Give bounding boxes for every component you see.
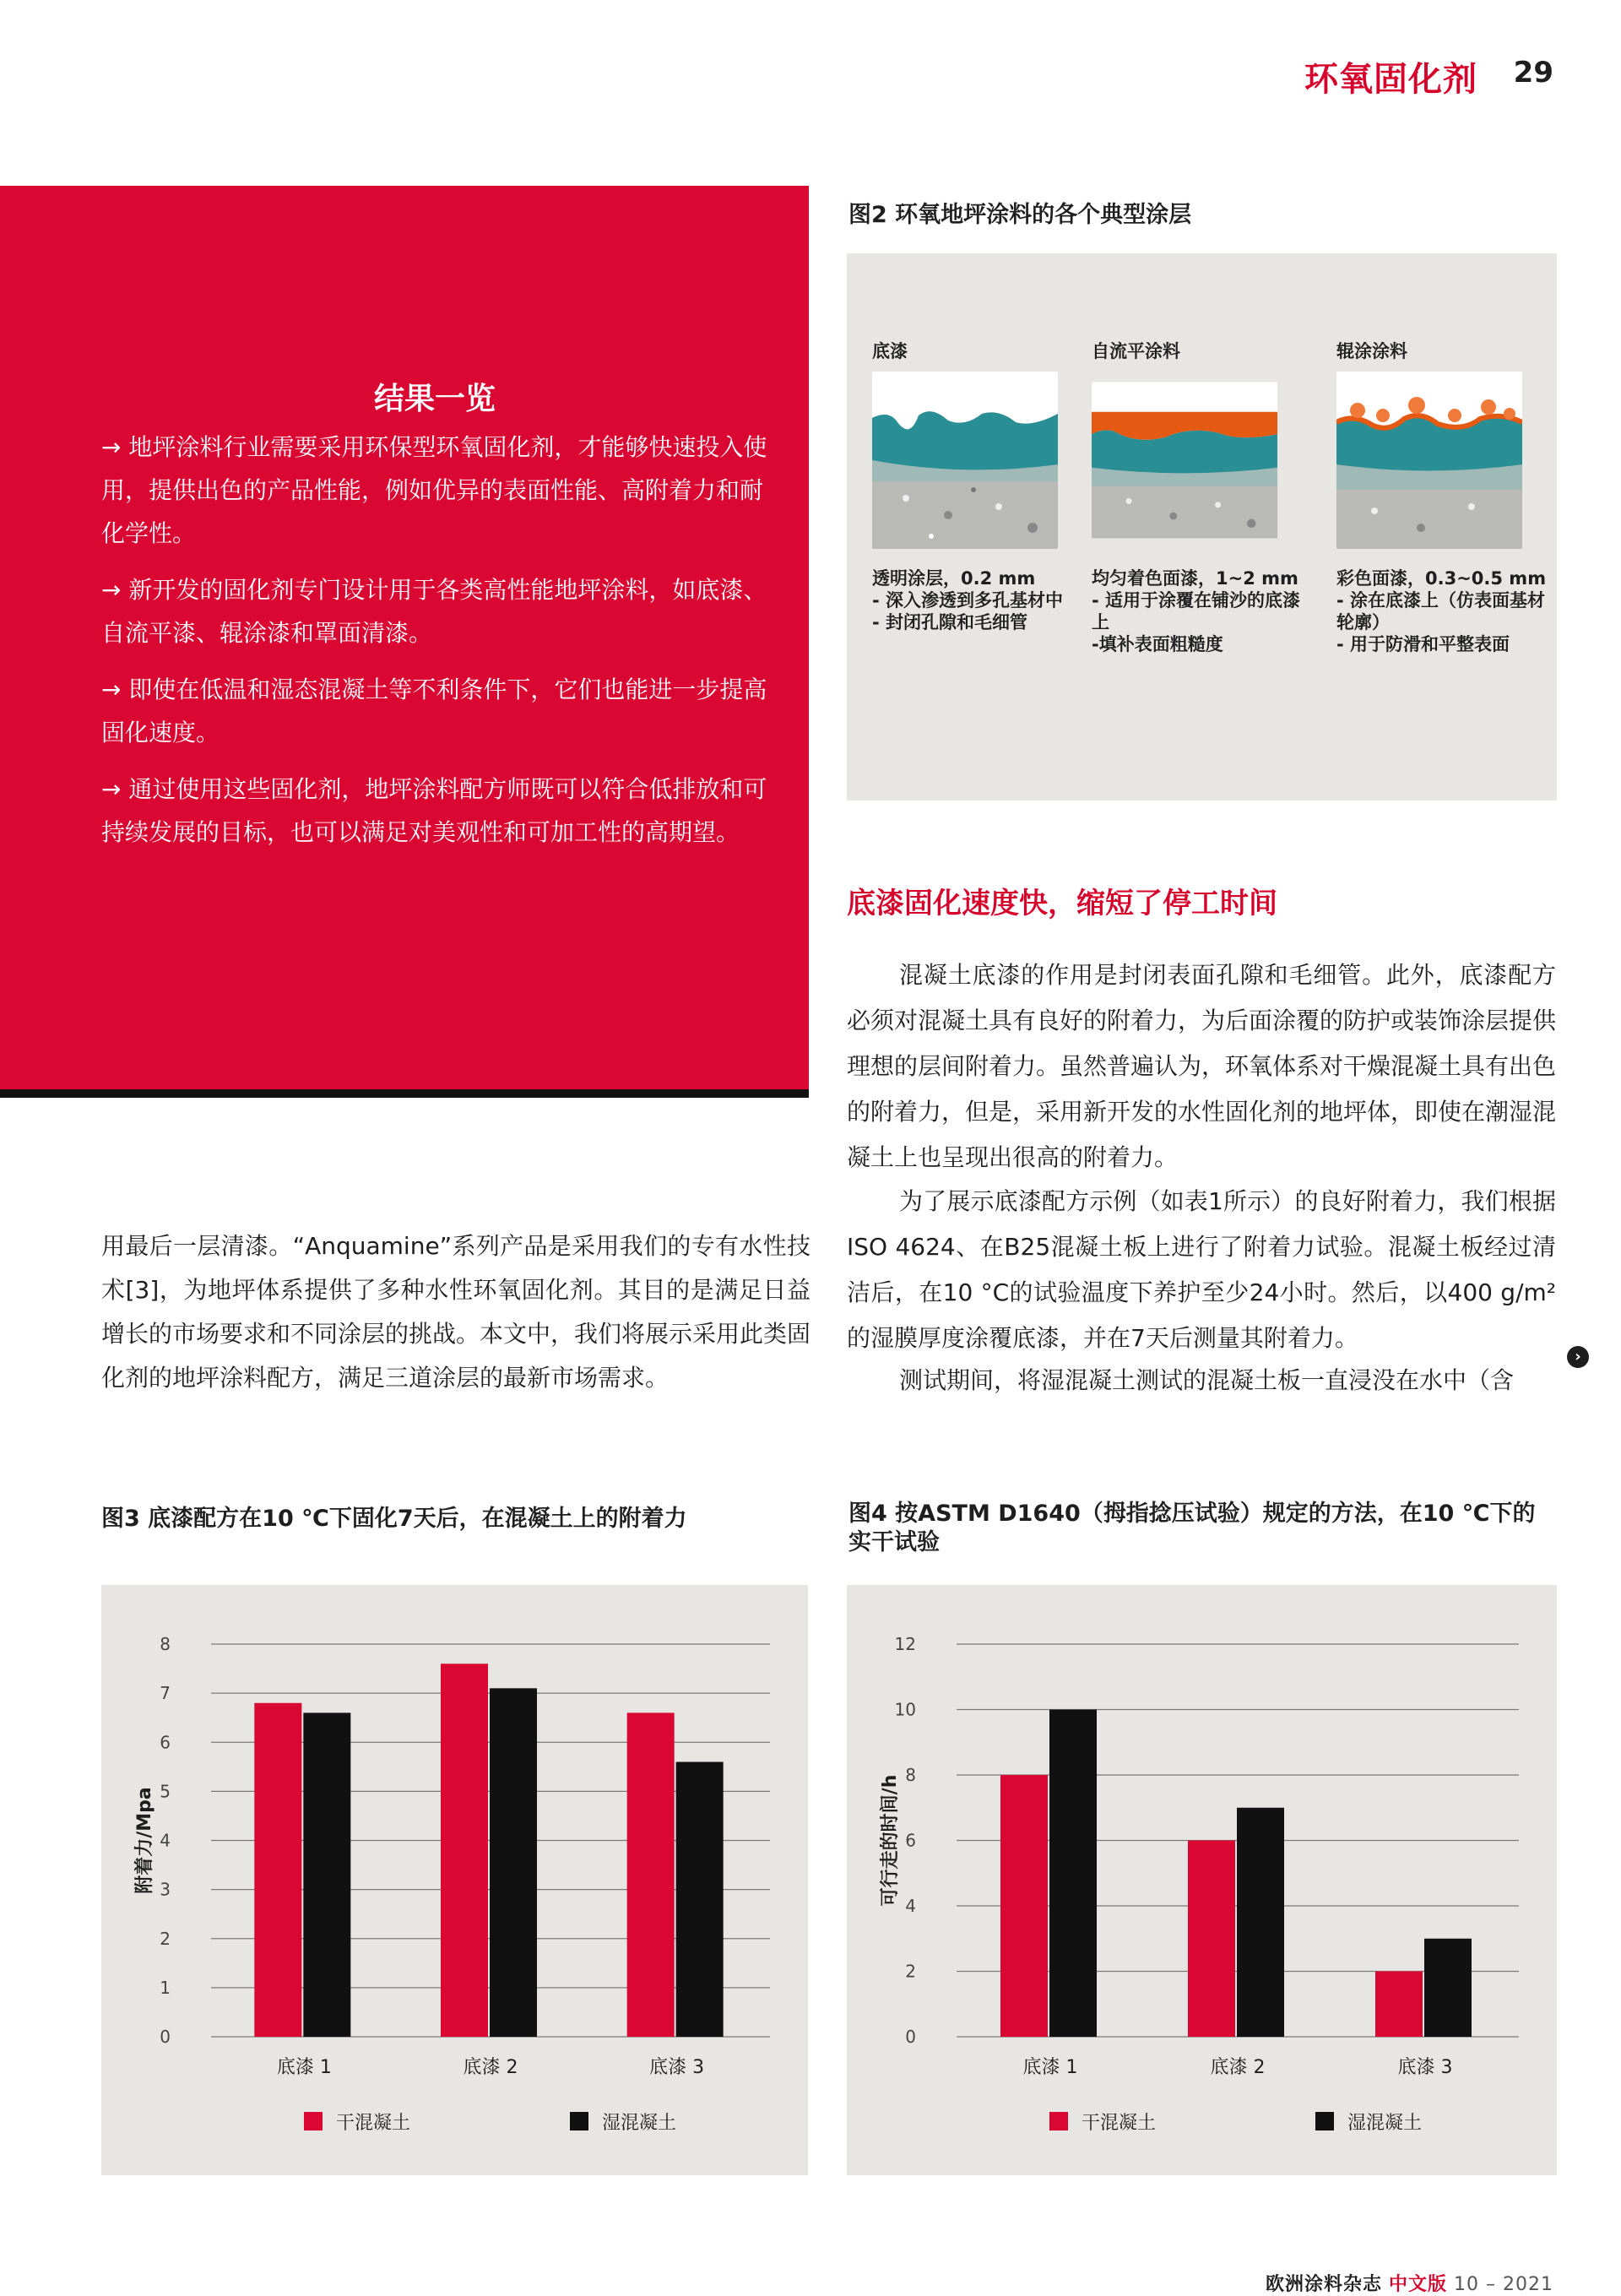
footer-magazine: 欧洲涂料杂志	[1266, 2274, 1383, 2295]
y-axis-label: 可行走的时间/h	[880, 1774, 901, 1907]
y-tick-label: 6	[905, 1830, 916, 1851]
legend-label: 湿混凝土	[602, 2113, 677, 2134]
bar	[627, 1713, 675, 2037]
roll-coat-cross-section-image	[1336, 372, 1522, 549]
continue-arrow-icon: ›	[1567, 1346, 1589, 1368]
bar	[490, 1688, 537, 2037]
y-tick-label: 4	[905, 1896, 916, 1916]
bar	[441, 1664, 488, 2037]
bar	[1049, 1710, 1097, 2038]
self-leveling-cross-section-image	[1092, 372, 1277, 549]
figure3-title: 图3 底漆配方在10 ℃下固化7天后，在混凝土上的附着力	[101, 1506, 687, 1532]
bar	[1000, 1775, 1048, 2037]
bar	[1237, 1808, 1284, 2037]
x-category-label: 底漆 3	[649, 2057, 705, 2078]
bar	[1375, 1972, 1423, 2038]
x-category-label: 底漆 2	[1210, 2057, 1266, 2078]
y-tick-label: 0	[905, 2027, 916, 2047]
x-category-label: 底漆 1	[276, 2057, 332, 2078]
left-column-paragraph: 用最后一层清漆。“Anquamine”系列产品是采用我们的专有水性技术[3]，为地坪体系提供了多种水性环氧固化剂。其目的是满足日益增长的市场要求和不同涂层的挑战。本文中，我们将展示采用此类固化剂的地坪涂料配方，满足三道涂层的最新市场需求。	[101, 1232, 811, 1392]
legend-swatch	[304, 2112, 323, 2130]
legend-swatch	[1049, 2112, 1068, 2130]
legend-label: 湿混凝土	[1347, 2113, 1423, 2134]
y-tick-label: 8	[905, 1765, 916, 1785]
y-tick-label: 2	[160, 1928, 171, 1949]
y-tick-label: 4	[160, 1830, 171, 1851]
section-heading: 底漆固化速度快，缩短了停工时间	[847, 887, 1277, 920]
x-category-label: 底漆 2	[463, 2057, 518, 2078]
page-number: 29	[1513, 56, 1553, 90]
y-tick-label: 10	[894, 1699, 916, 1720]
figure4-chart-panel	[847, 1585, 1557, 2175]
figure3-chart-panel	[101, 1585, 808, 2175]
bar	[254, 1703, 301, 2037]
figure2-panel	[847, 253, 1557, 801]
summary-item: → 新开发的固化剂专门设计用于各类高性能地坪涂料，如底漆、自流平漆、辊涂漆和罩面清漆。	[101, 576, 767, 647]
legend-label: 干混凝土	[336, 2113, 411, 2134]
bar	[303, 1713, 350, 2037]
bar	[1424, 1939, 1472, 2037]
bar	[676, 1762, 724, 2038]
summary-list	[101, 426, 777, 867]
primer-cross-section-image	[872, 372, 1058, 549]
y-tick-label: 2	[905, 1961, 916, 1982]
legend-swatch	[570, 2112, 588, 2130]
x-category-label: 底漆 3	[1397, 2057, 1453, 2078]
summary-item: → 通过使用这些固化剂，地坪涂料配方师既可以符合低排放和可持续发展的目标，也可以满足对美观性和可加工性的高期望。	[101, 775, 767, 846]
figure4-title: 图4 按ASTM D1640（拇指捻压试验）规定的方法，在10 ℃下的实干试验	[848, 1501, 1536, 1555]
y-tick-label: 1	[160, 1977, 171, 1998]
footer-issue: 10 – 2021	[1454, 2274, 1553, 2295]
y-tick-label: 3	[160, 1879, 171, 1900]
summary-box-underline	[0, 1089, 809, 1098]
body-paragraph: 测试期间，将湿混凝土测试的混凝土板一直浸没在水中（含	[899, 1366, 1515, 1394]
layer-roll-coat	[1336, 338, 1548, 655]
summary-title: 结果一览	[373, 382, 496, 416]
figure4-chart	[847, 1585, 1557, 2175]
summary-item: → 地坪涂料行业需要采用环保型环氧固化剂，才能够快速投入使用，提供出色的产品性能，例如优异的表面性能、高附着力和耐化学性。	[101, 433, 767, 547]
layer-description: 透明涂层，0.2 mm - 深入渗透到多孔基材中 - 封闭孔隙和毛细管	[872, 568, 1064, 632]
layer-label: 自流平涂料	[1092, 341, 1180, 361]
y-tick-label: 0	[160, 2027, 171, 2047]
figure3-chart	[101, 1585, 808, 2175]
summary-item: → 即使在低温和湿态混凝土等不利条件下，它们也能进一步提高固化速度。	[101, 676, 767, 746]
layer-label: 底漆	[872, 341, 908, 361]
layer-description: 均匀着色面漆，1~2 mm - 适用于涂覆在铺沙的底漆上 -填补表面粗糙度	[1092, 568, 1301, 654]
y-tick-label: 7	[160, 1683, 171, 1704]
y-tick-label: 8	[160, 1634, 171, 1654]
legend-label: 干混凝土	[1082, 2113, 1157, 2134]
y-tick-label: 12	[894, 1634, 916, 1654]
layer-self-leveling	[1092, 338, 1303, 655]
footer	[1266, 2270, 1553, 2296]
body-paragraph: 为了展示底漆配方示例（如表1所示）的良好附着力，我们根据ISO 4624、在B25混凝土板上进行了附着力试验。混凝土板经过清洁后，在10 °C的试验温度下养护至少24小时。然后，以400 g/m²的湿膜厚度涂覆底漆，并在7天后测量其附着力。	[847, 1187, 1556, 1352]
y-axis-label: 附着力/Mpa	[134, 1787, 155, 1894]
bar	[1188, 1841, 1235, 2038]
layer-label: 辊涂涂料	[1336, 341, 1407, 361]
y-tick-label: 6	[160, 1732, 171, 1753]
x-category-label: 底漆 1	[1022, 2057, 1078, 2078]
y-tick-label: 5	[160, 1781, 171, 1802]
layer-primer	[872, 338, 1083, 633]
legend-swatch	[1315, 2112, 1334, 2130]
footer-edition: 中文版	[1389, 2274, 1448, 2295]
layer-description: 彩色面漆，0.3~0.5 mm - 涂在底漆上（仿表面基材轮廓） - 用于防滑和平整表面	[1336, 568, 1547, 654]
body-paragraph: 混凝土底漆的作用是封闭表面孔隙和毛细管。此外，底漆配方必须对混凝土具有良好的附着力，为后面涂覆的防护或装饰涂层提供理想的层间附着力。虽然普遍认为，环氧体系对干燥混凝土具有出色的附着力，但是，采用新开发的水性固化剂的地坪体，即使在潮湿混凝土上也呈现出很高的附着力。	[847, 961, 1557, 1171]
figure2-title: 图2 环氧地坪涂料的各个典型涂层	[848, 202, 1192, 228]
running-header-title: 环氧固化剂	[1304, 60, 1477, 99]
